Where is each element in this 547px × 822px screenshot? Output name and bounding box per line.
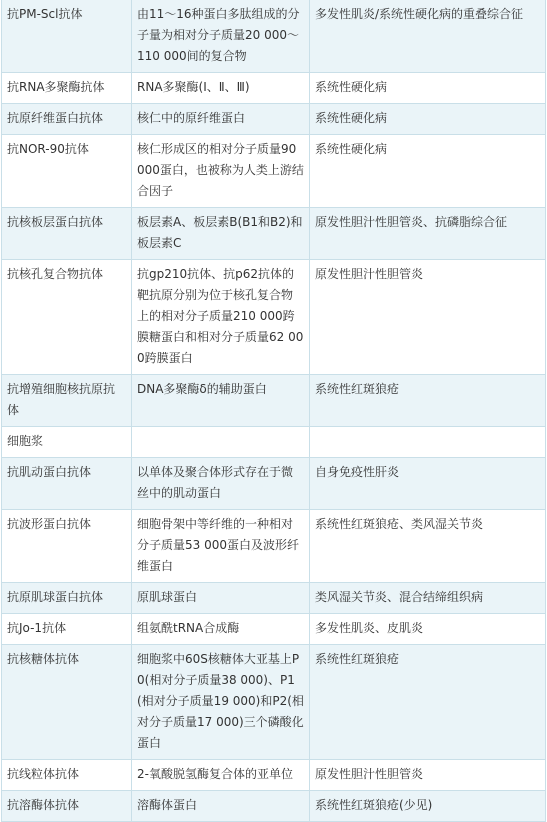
antibody-cell: 抗肌动蛋白抗体 [2,458,132,510]
antibody-cell: 抗核板层蛋白抗体 [2,208,132,260]
antibody-cell: 抗原肌球蛋白抗体 [2,583,132,614]
table-row [2,760,546,791]
table-row [2,260,546,375]
disease-cell: 多发性肌炎、皮肌炎 [310,614,546,645]
table-body [2,0,546,822]
antibody-cell: 抗PM-Scl抗体 [2,0,132,73]
disease-cell: 多发性肌炎/系统性硬化病的重叠综合征 [310,0,546,73]
table-row [2,208,546,260]
antibody-cell: 抗原纤维蛋白抗体 [2,104,132,135]
antigen-cell: 2-氧酸脱氢酶复合体的亚单位 [132,760,310,791]
disease-cell: 系统性硬化病 [310,73,546,104]
disease-cell: 系统性红斑狼疮 [310,375,546,427]
antigen-cell: 核仁形成区的相对分子质量90 000蛋白，也被称为人类上游结合因子 [132,135,310,208]
antigen-cell [132,427,310,458]
disease-cell: 系统性红斑狼疮 [310,645,546,760]
disease-cell: 系统性红斑狼疮、类风湿关节炎 [310,510,546,583]
antigen-cell: 细胞浆中60S核糖体大亚基上P0(相对分子质量38 000)、P1(相对分子质量19 000)和P2(相对分子质量17 000)三个磷酸化蛋白 [132,645,310,760]
table-row [2,73,546,104]
antigen-cell: 溶酶体蛋白 [132,791,310,822]
antigen-cell: 以单体及聚合体形式存在于微丝中的肌动蛋白 [132,458,310,510]
disease-cell [310,427,546,458]
antigen-cell: DNA多聚酶δ的辅助蛋白 [132,375,310,427]
table-row [2,645,546,760]
antigen-cell: 原肌球蛋白 [132,583,310,614]
antibody-cell: 抗波形蛋白抗体 [2,510,132,583]
antibody-cell: 抗RNA多聚酶抗体 [2,73,132,104]
disease-cell: 系统性硬化病 [310,104,546,135]
table-row [2,375,546,427]
antibody-cell: 细胞浆 [2,427,132,458]
antigen-cell: 核仁中的原纤维蛋白 [132,104,310,135]
table-row [2,135,546,208]
table-row [2,791,546,822]
antibody-table [1,0,546,822]
antigen-cell: 抗gp210抗体、抗p62抗体的靶抗原分别为位于核孔复合物上的相对分子质量210 000跨膜糖蛋白和相对分子质量62 000跨膜蛋白 [132,260,310,375]
antibody-cell: 抗溶酶体抗体 [2,791,132,822]
antibody-cell: 抗线粒体抗体 [2,760,132,791]
disease-cell: 自身免疫性肝炎 [310,458,546,510]
table-row [2,0,546,73]
antibody-cell: 抗增殖细胞核抗原抗体 [2,375,132,427]
table-row [2,583,546,614]
disease-cell: 系统性红斑狼疮(少见) [310,791,546,822]
disease-cell: 系统性硬化病 [310,135,546,208]
antigen-cell: 板层素A、板层素B(B1和B2)和板层素C [132,208,310,260]
antibody-cell: 抗Jo-1抗体 [2,614,132,645]
antigen-cell: 细胞骨架中等纤维的一种相对分子质量53 000蛋白及波形纤维蛋白 [132,510,310,583]
antibody-cell: 抗核孔复合物抗体 [2,260,132,375]
antibody-cell: 抗NOR-90抗体 [2,135,132,208]
disease-cell: 类风湿关节炎、混合结缔组织病 [310,583,546,614]
antigen-cell: RNA多聚酶(Ⅰ、Ⅱ、Ⅲ) [132,73,310,104]
table-row [2,104,546,135]
antibody-cell: 抗核糖体抗体 [2,645,132,760]
antigen-cell: 由11～16种蛋白多肽组成的分子量为相对分子质量20 000～110 000间的复合物 [132,0,310,73]
table-row [2,510,546,583]
disease-cell: 原发性胆汁性胆管炎 [310,760,546,791]
disease-cell: 原发性胆汁性胆管炎 [310,260,546,375]
table-row [2,427,546,458]
antigen-cell: 组氨酰tRNA合成酶 [132,614,310,645]
table-row [2,458,546,510]
disease-cell: 原发性胆汁性胆管炎、抗磷脂综合征 [310,208,546,260]
table-row [2,614,546,645]
